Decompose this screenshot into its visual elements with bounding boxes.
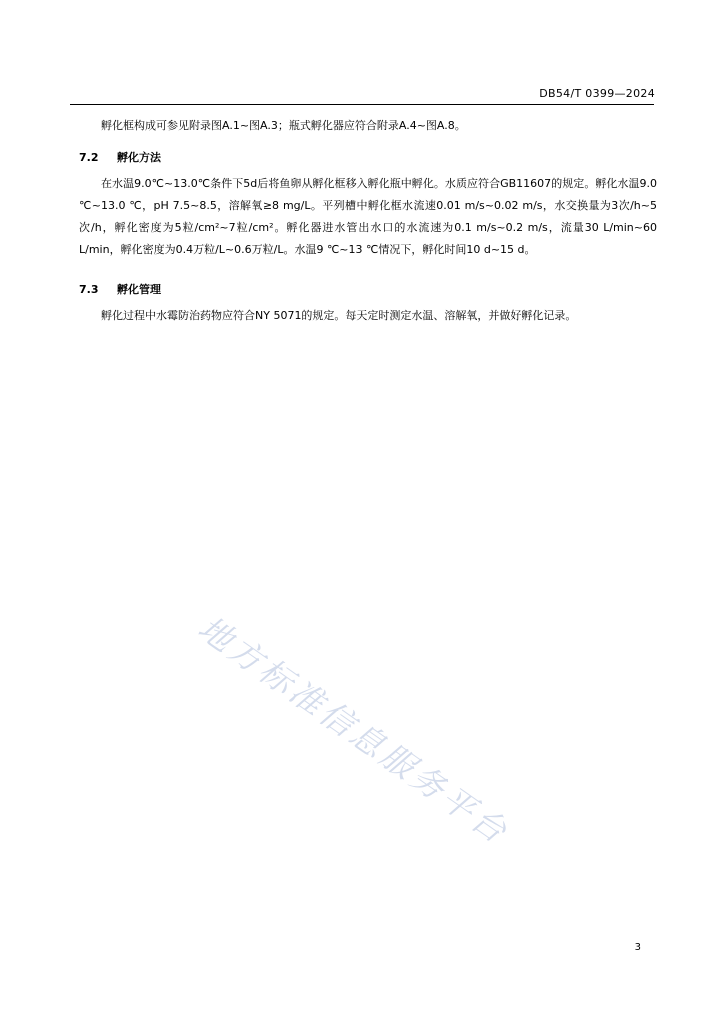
- intro-paragraph: 孵化框构成可参见附录图A.1~图A.3；瓶式孵化器应符合附录A.4~图A.8。: [101, 119, 466, 132]
- section-heading-7-3: [79, 281, 161, 297]
- section-paragraph-7-2: 在水温9.0℃~13.0℃条件下5d后将鱼卵从孵化框移入孵化瓶中孵化。水质应符合GB11607的规定。孵化水温9.0 ℃~13.0 ℃，pH 7.5~8.5，溶解氧≥8 mg/L。平列槽中孵化框水流速0.01 m/s~0.02 m/s，水交换量为3次/h~5次/h，孵化密度为5粒/cm²~7粒/cm²。孵化器进水管出水口的水流速为0.1 m/s~0.2 m/s，流量30 L/min~60 L/min，孵化密度为0.4万粒/L~0.6万粒/L。水温9 ℃~13 ℃情况下，孵化时间10 d~15 d。: [79, 177, 657, 256]
- header-rule: [70, 104, 654, 105]
- section-number: 7.2: [79, 151, 99, 164]
- section-number: 7.3: [79, 283, 99, 296]
- section-paragraph-7-3: 孵化过程中水霉防治药物应符合NY 5071的规定。每天定时测定水温、溶解氧，并做好孵化记录。: [101, 309, 577, 322]
- section-title: 孵化方法: [117, 151, 161, 164]
- watermark: 地方标准信息服务平台: [191, 608, 517, 853]
- page-number: 3: [634, 942, 641, 953]
- standard-code: DB54/T 0399—2024: [539, 87, 655, 100]
- section-heading-7-2: [79, 149, 161, 165]
- section-title: 孵化管理: [117, 283, 161, 296]
